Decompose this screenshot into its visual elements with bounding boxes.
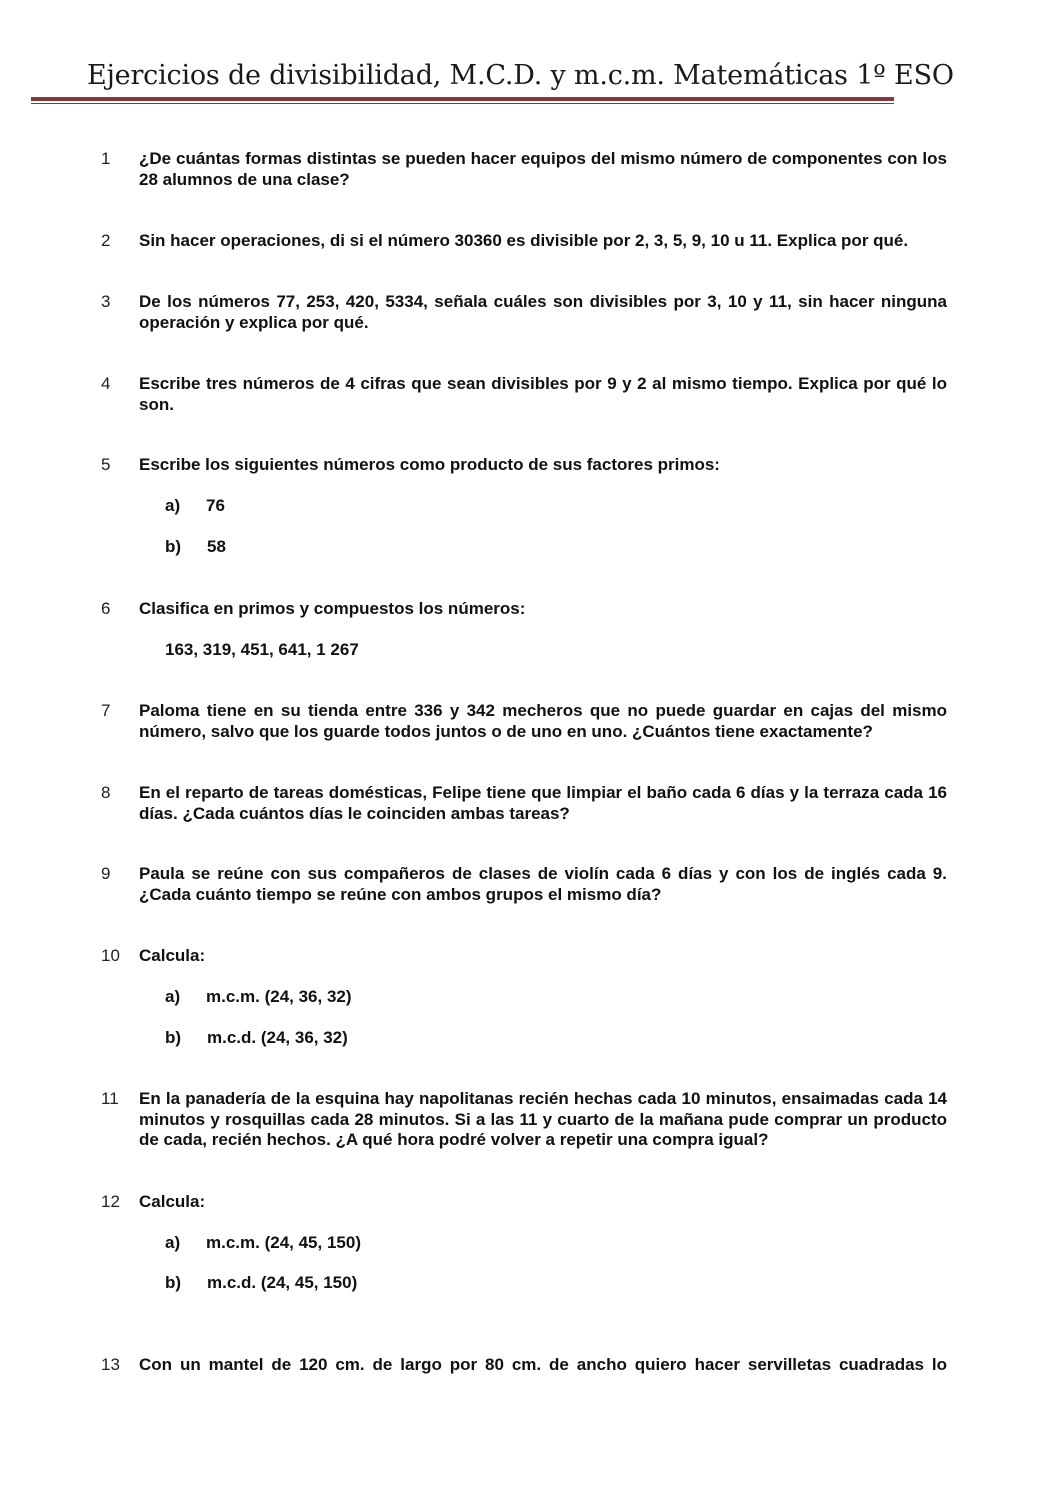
subitem-label: a): [165, 987, 181, 1006]
subitem-value: 76: [206, 496, 225, 515]
subitem-label: a): [165, 496, 181, 515]
exercise-number: 1: [101, 149, 111, 168]
exercise-text: Paula se reúne con sus compañeros de clases de violín cada 6 días y con los de inglés cada 9. ¿Cada cuánto tiempo se reúne con ambos grupos el mismo día?: [139, 864, 947, 904]
subitem-value: m.c.d. (24, 45, 150): [207, 1273, 358, 1292]
exercise-text: De los números 77, 253, 420, 5334, señala cuáles son divisibles por 3, 10 y 11, sin hacer ninguna operación y explica por qué.: [139, 292, 947, 332]
exercise-text: Escribe los siguientes números como producto de sus factores primos:: [139, 455, 720, 474]
exercise-text: Escribe tres números de 4 cifras que sean divisibles por 9 y 2 al mismo tiempo. Explica por qué lo son.: [139, 374, 947, 414]
exercise-text: ¿De cuántas formas distintas se pueden hacer equipos del mismo número de componentes con los 28 alumnos de una clase?: [139, 149, 947, 189]
subitem-label: b): [165, 1273, 182, 1292]
number-list: 163, 319, 451, 641, 1 267: [165, 640, 359, 659]
exercise-number: 8: [101, 783, 111, 802]
subitem-value: m.c.m. (24, 45, 150): [206, 1233, 361, 1252]
subitem-value: m.c.d. (24, 36, 32): [207, 1028, 348, 1047]
subitem-value: m.c.m. (24, 36, 32): [206, 987, 352, 1006]
subitem-label: b): [165, 1028, 182, 1047]
exercise-text: Calcula:: [139, 1192, 206, 1211]
header-rule-thin: [31, 103, 894, 104]
exercise-number: 10: [101, 946, 120, 965]
exercise-number: 4: [101, 374, 111, 393]
exercise-number: 6: [101, 599, 111, 618]
exercise-number: 12: [101, 1192, 120, 1211]
exercise-text: Clasifica en primos y compuestos los números:: [139, 599, 526, 618]
subitem-value: 58: [207, 537, 226, 556]
exercise-number: 3: [101, 292, 111, 311]
exercise-text: Paloma tiene en su tienda entre 336 y 342 mecheros que no puede guardar en cajas del mismo número, salvo que los guarde todos juntos o de uno en uno. ¿Cuántos tiene exactamente?: [139, 701, 947, 741]
subitem-label: b): [165, 537, 182, 556]
exercise-number: 5: [101, 455, 111, 474]
exercise-number: 9: [101, 864, 111, 883]
exercise-number: 7: [101, 701, 111, 720]
exercise-text: En la panadería de la esquina hay napolitanas recién hechas cada 10 minutos, ensaimadas cada 14 minutos y rosquillas cada 28 minutos. Si a las 11 y cuarto de la mañana pude comprar un producto de cada, recién hechos. ¿A qué hora podré volver a repetir una compra igual?: [139, 1089, 947, 1149]
exercise-number: 11: [101, 1089, 119, 1108]
exercise-number: 2: [101, 231, 111, 250]
exercise-text: Con un mantel de 120 cm. de largo por 80 cm. de ancho quiero hacer servilletas cuadradas lo: [139, 1355, 947, 1374]
exercise-text: En el reparto de tareas domésticas, Felipe tiene que limpiar el baño cada 6 días y la terraza cada 16 días. ¿Cada cuántos días le coinciden ambas tareas?: [139, 783, 947, 823]
subitem-label: a): [165, 1233, 181, 1252]
page-title: Ejercicios de divisibilidad, M.C.D. y m.c.m. Matemáticas 1º ESO: [87, 60, 954, 91]
exercise-text: Calcula:: [139, 946, 206, 965]
exercise-number: 13: [101, 1355, 120, 1374]
exercise-text: Sin hacer operaciones, di si el número 30360 es divisible por 2, 3, 5, 9, 10 u 11. Explica por qué.: [139, 231, 909, 250]
header-rule-thick: [31, 97, 894, 101]
